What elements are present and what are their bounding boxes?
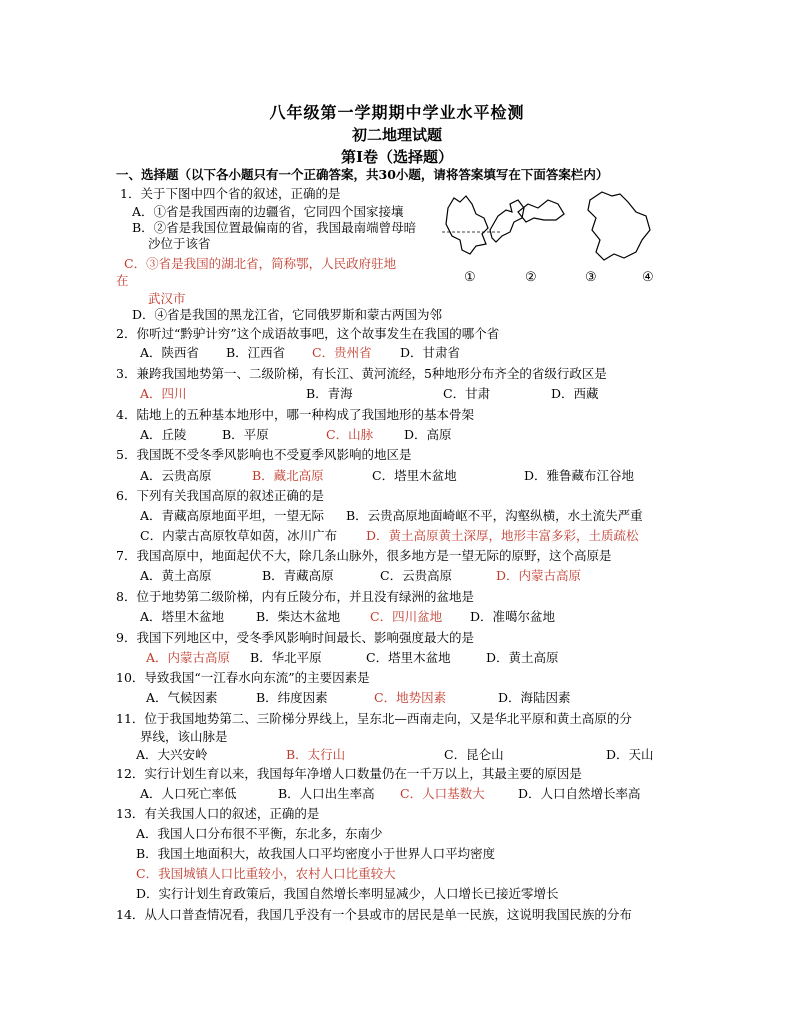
q5-option-c: C．塔里木盆地 <box>372 468 457 483</box>
q13-option-c: C．我国城镇人口比重较小，农村人口比重较大 <box>136 866 396 881</box>
q4-option-d: D．高原 <box>404 427 452 442</box>
q12-option-b: B．人口出生率高 <box>278 786 375 801</box>
q3-option-d: D．西藏 <box>551 386 599 401</box>
province-map-figure <box>440 190 668 320</box>
q2-option-b: B．江西省 <box>226 345 286 360</box>
q3-option-b: B．青海 <box>306 386 353 401</box>
q1-option-b-cont: 沙位于该省 <box>148 236 211 251</box>
q7-option-b: B．青藏高原 <box>262 568 334 583</box>
q1-option-c: C．③省是我国的湖北省，简称鄂，人民政府驻地 <box>124 256 397 271</box>
q12-option-a: A．人口死亡率低 <box>140 786 237 801</box>
q8-option-a: A．塔里木盆地 <box>140 609 225 624</box>
q12-option-c: C．人口基数大 <box>400 786 485 801</box>
q1-option-c-cont: 武汉市 <box>148 291 186 306</box>
q6-option-d: D．黄土高原黄土深厚，地形丰富多彩，土质疏松 <box>366 528 639 543</box>
section-title: 第Ⅰ卷（选择题） <box>340 148 454 166</box>
province-outline-2 <box>490 200 524 242</box>
q13-option-b: B．我国土地面积大，故我国人口平均密度小于世界人口平均密度 <box>136 846 496 861</box>
q3-option-c: C．甘肃 <box>443 386 491 401</box>
q8-stem: 8．位于地势第二级阶梯，内有丘陵分布，并且没有绿洲的盆地是 <box>116 589 474 604</box>
q5-option-a: A．云贵高原 <box>140 468 212 483</box>
q4-stem: 4．陆地上的五种基本地形中，哪一种构成了我国地形的基本骨架 <box>116 407 474 422</box>
map-label-1: ① <box>464 270 476 285</box>
q12-option-d: D．人口自然增长率高 <box>518 786 641 801</box>
q6-option-c: C．内蒙古高原牧草如茵，冰川广布 <box>140 528 338 543</box>
q13-option-a: A．我国人口分布很不平衡，东北多，东南少 <box>136 826 383 841</box>
q1-option-d: D．④省是我国的黑龙江省，它同俄罗斯和蒙古两国为邻 <box>132 307 443 322</box>
q1-option-a: A．①省是我国西南的边疆省，它同四个国家接壤 <box>132 204 404 219</box>
q9-option-d: D．黄土高原 <box>486 650 559 665</box>
q7-stem: 7．我国高原中，地面起伏不大，除几条山脉外，很多地方是一望无际的原野，这个高原是 <box>116 548 612 563</box>
q13-stem: 13．有关我国人口的叙述，正确的是 <box>116 806 320 821</box>
q6-option-b: B．云贵高原地面崎岖不平，沟壑纵横，水土流失严重 <box>346 508 643 523</box>
q11-option-a: A．大兴安岭 <box>136 747 208 762</box>
q4-option-b: B．平原 <box>222 427 269 442</box>
map-label-3: ③ <box>585 270 597 285</box>
q11-option-b: B．太行山 <box>286 747 346 762</box>
q5-option-b: B．藏北高原 <box>252 468 324 483</box>
map-label-2: ② <box>525 270 537 285</box>
province-outline-3 <box>518 200 564 222</box>
q8-option-b: B．柴达木盆地 <box>256 609 341 624</box>
q1-option-c-wrap: 在 <box>116 273 129 288</box>
q12-stem: 12．实行计划生育以来，我国每年净增人口数量仍在一千万以上，其最主要的原因是 <box>116 766 582 781</box>
q9-option-c: C．塔里木盆地 <box>366 650 451 665</box>
q2-stem: 2．你听过“黔驴计穷”这个成语故事吧，这个故事发生在我国的哪个省 <box>116 326 500 341</box>
province-outline-4 <box>588 192 650 260</box>
q1-option-b: B．②省是我国位置最偏南的省，我国最南端曾母暗 <box>132 220 417 235</box>
q10-option-c: C．地势因素 <box>374 690 447 705</box>
exam-subtitle: 初二地理试题 <box>351 126 442 144</box>
exam-title: 八年级第一学期期中学业水平检测 <box>269 103 525 122</box>
q11-option-d: D．天山 <box>606 747 654 762</box>
q10-stem: 10．导致我国“一江春水向东流”的主要因素是 <box>116 670 370 685</box>
q7-option-c: C．云贵高原 <box>380 568 453 583</box>
q5-option-d: D．雅鲁藏布江谷地 <box>524 468 635 483</box>
province-outline-1 <box>446 196 488 254</box>
q10-option-d: D．海陆因素 <box>498 690 571 705</box>
q10-option-b: B．纬度因素 <box>256 690 328 705</box>
q9-stem: 9．我国下列地区中，受冬季风影响时间最长、影响强度最大的是 <box>116 630 474 645</box>
q6-stem: 6．下列有关我国高原的叙述正确的是 <box>116 488 324 503</box>
q10-option-a: A．气候因素 <box>146 690 218 705</box>
q8-option-d: D．准噶尔盆地 <box>470 609 556 624</box>
q1-stem: 1．关于下图中四个省的叙述，正确的是 <box>120 186 341 201</box>
q8-option-c: C．四川盆地 <box>370 609 443 624</box>
q6-option-a: A．青藏高原地面平坦，一望无际 <box>140 508 325 523</box>
q2-option-a: A．陕西省 <box>140 345 200 360</box>
q2-option-c: C．贵州省 <box>312 345 372 360</box>
q3-option-a: A．四川 <box>140 386 187 401</box>
province-outlines <box>440 190 668 270</box>
q13-option-d: D．实行计划生育政策后，我国自然增长率明显减少，人口增长已接近零增长 <box>136 886 559 901</box>
instructions: 一、选择题（以下各小题只有一个正确答案，共30小题，请将答案填写在下面答案栏内） <box>116 167 609 182</box>
q3-stem: 3．兼跨我国地势第一、二级阶梯，有长江、黄河流经，5种地形分布齐全的省级行政区是 <box>116 366 607 381</box>
q9-option-b: B．华北平原 <box>250 650 322 665</box>
q9-option-a: A．内蒙古高原 <box>146 650 231 665</box>
q7-option-a: A．黄土高原 <box>140 568 212 583</box>
q11-stem-cont: 界线，该山脉是 <box>140 729 228 744</box>
q4-option-c: C．山脉 <box>326 427 374 442</box>
map-label-4: ④ <box>642 270 654 285</box>
q2-option-d: D．甘肃省 <box>400 345 461 360</box>
q11-option-c: C．昆仑山 <box>444 747 504 762</box>
q4-option-a: A．丘陵 <box>140 427 187 442</box>
q11-stem: 11．位于我国地势第二、三阶梯分界线上，呈东北—西南走向，又是华北平原和黄土高原的分 <box>116 711 632 726</box>
q5-stem: 5．我国既不受冬季风影响也不受夏季风影响的地区是 <box>116 447 412 462</box>
q14-stem: 14．从人口普查情况看，我国几乎没有一个县或市的居民是单一民族，这说明我国民族的分布 <box>116 907 632 922</box>
q7-option-d: D．内蒙古高原 <box>496 568 582 583</box>
